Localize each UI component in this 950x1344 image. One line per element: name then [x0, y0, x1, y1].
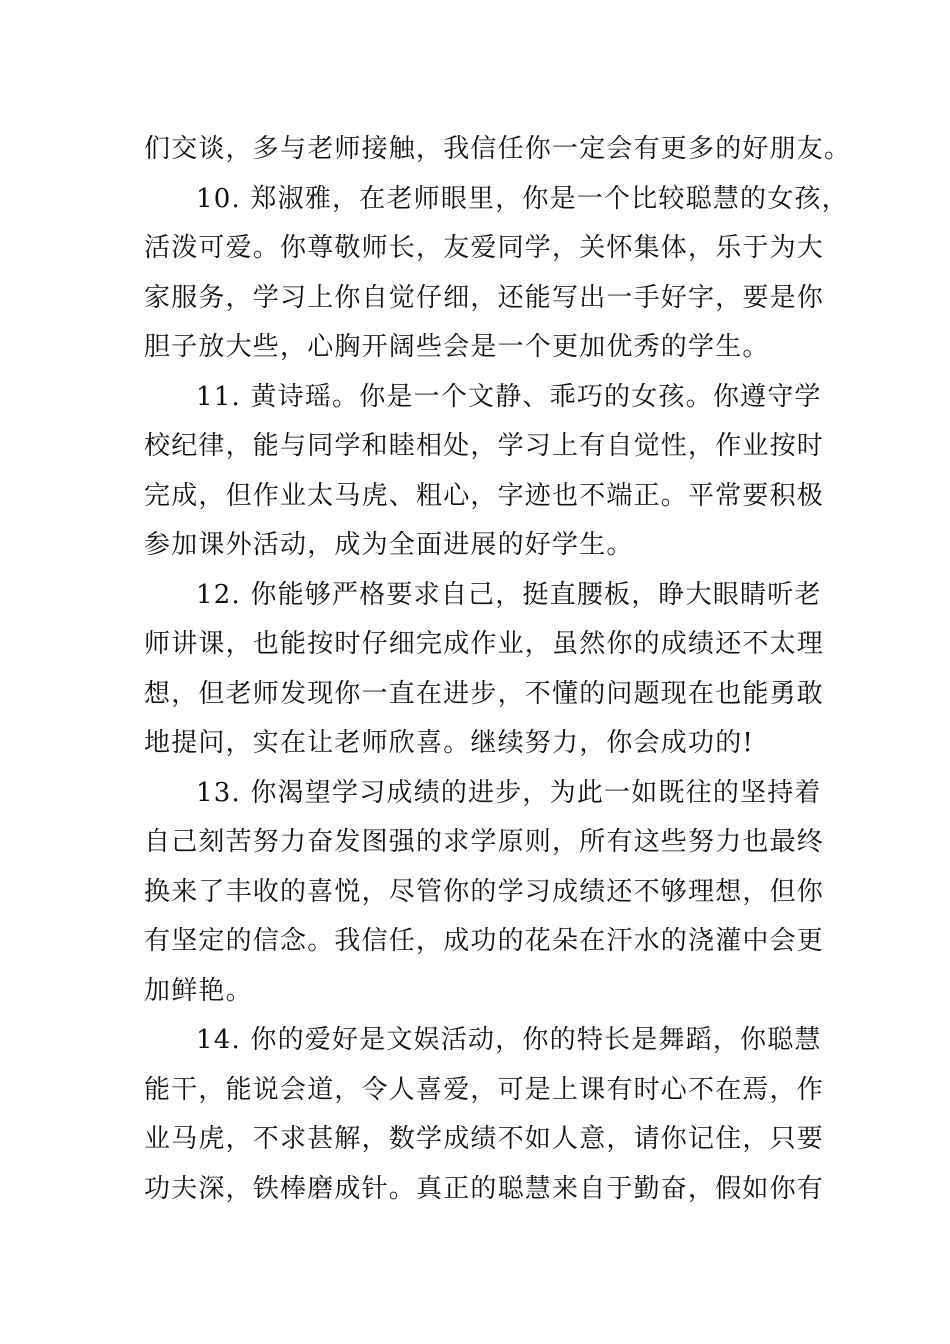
text-line: 有坚定的信念。我信任，成功的花朵在汗水的浇灌中会更 — [144, 926, 825, 956]
text-line: 校纪律，能与同学和睦相处，学习上有自觉性，作业按时 — [144, 431, 825, 461]
text-line-item-10-start: 10. 郑淑雅，在老师眼里，你是一个比较聪慧的女孩， — [196, 183, 849, 214]
text-line: 加鲜艳。 — [144, 975, 253, 1006]
text-line: 地提问，实在让老师欣喜。继续努力，你会成功的! — [144, 728, 755, 758]
text-line: 胆子放大些，心胸开阔些会是一个更加优秀的学生。 — [144, 332, 770, 362]
text-line: 能干，能说会道，令人喜爱，可是上课有时心不在焉，作 — [144, 1074, 825, 1105]
text-line: 换来了丰收的喜悦，尽管你的学习成绩还不够理想，但你 — [144, 876, 825, 907]
text-line: 业马虎，不求甚解，数学成绩不如人意，请你记住，只要 — [144, 1124, 825, 1154]
text-line-item-13-start: 13. 你渴望学习成绩的进步，为此一如既往的坚持着 — [196, 777, 822, 808]
text-line-item-11-start: 11. 黄诗瑶。你是一个文静、乖巧的女孩。你遵守学 — [196, 381, 822, 412]
text-line: 活泼可爱。你尊敬师长，友爱同学，关怀集体，乐于为大 — [144, 233, 825, 263]
text-line: 想，但老师发现你一直在进步，不懂的问题现在也能勇敢 — [144, 678, 825, 709]
text-line-item-12-start: 12. 你能够严格要求自己，挺直腰板，睁大眼睛听老 — [196, 579, 822, 610]
text-line: 完成，但作业太马虎、粗心，字迹也不端正。平常要积极 — [144, 480, 825, 511]
text-line: 家服务，学习上你自觉仔细，还能写出一手好字，要是你 — [144, 282, 825, 313]
text-line: 们交谈，多与老师接触，我信任你一定会有更多的好朋友。 — [144, 134, 852, 164]
document-body — [144, 125, 852, 1214]
text-line-item-14-start: 14. 你的爱好是文娱活动，你的特长是舞蹈，你聪慧 — [196, 1025, 822, 1055]
text-line: 师讲课，也能按时仔细完成作业，虽然你的成绩还不太理 — [144, 629, 825, 659]
text-line: 参加课外活动，成为全面进展的好学生。 — [144, 530, 634, 560]
text-line: 自己刻苦努力奋发图强的求学原则，所有这些努力也最终 — [144, 827, 825, 857]
text-line: 功夫深，铁棒磨成针。真正的聪慧来自于勤奋，假如你有 — [144, 1173, 825, 1204]
